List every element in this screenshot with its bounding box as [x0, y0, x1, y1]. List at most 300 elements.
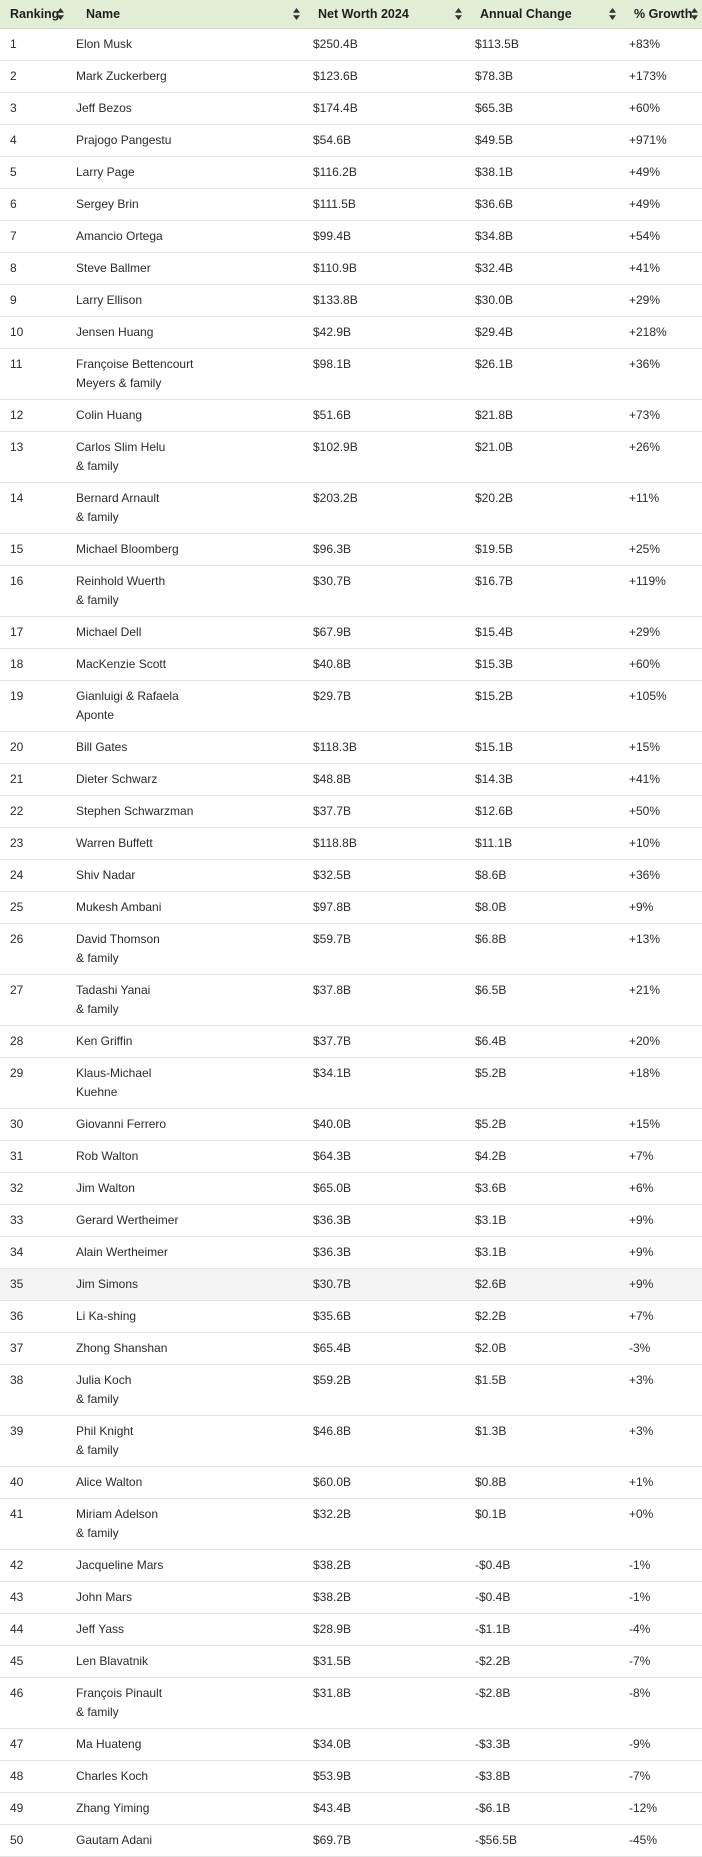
- name-cell: [76, 317, 308, 349]
- net-worth-cell: $118.8B: [308, 828, 470, 860]
- net-worth-cell: $35.6B: [308, 1301, 470, 1333]
- net-worth-cell: $48.8B: [308, 764, 470, 796]
- name-cell: [76, 93, 308, 125]
- rank-cell: 15: [0, 534, 76, 566]
- net-worth-cell: $116.2B: [308, 157, 470, 189]
- column-header-label: Annual Change: [480, 7, 572, 21]
- name-line: Françoise Bettencourt: [76, 357, 194, 371]
- net-worth-cell: $30.7B: [308, 1269, 470, 1301]
- table-row: [0, 400, 702, 432]
- net-worth-cell: $34.0B: [308, 1729, 470, 1761]
- column-header-name[interactable]: [76, 0, 308, 29]
- rank-cell: 37: [0, 1333, 76, 1365]
- table-row: [0, 189, 702, 221]
- name-line: Jacqueline Mars: [76, 1558, 164, 1572]
- name-cell: [76, 157, 308, 189]
- name-line-continued: Aponte: [76, 708, 115, 722]
- rank-cell: 19: [0, 681, 76, 732]
- name-cell: [76, 1467, 308, 1499]
- table-row: [0, 534, 702, 566]
- name-cell: [76, 1729, 308, 1761]
- growth-cell: +105%: [624, 681, 702, 732]
- name-cell: [76, 732, 308, 764]
- name-line-continued: & family: [76, 1002, 119, 1016]
- name-line: Shiv Nadar: [76, 868, 136, 882]
- growth-cell: +971%: [624, 125, 702, 157]
- growth-cell: +15%: [624, 732, 702, 764]
- net-worth-cell: $29.7B: [308, 681, 470, 732]
- net-worth-cell: $51.6B: [308, 400, 470, 432]
- annual-change-cell: $34.8B: [470, 221, 624, 253]
- rank-cell: 36: [0, 1301, 76, 1333]
- annual-change-cell: $32.4B: [470, 253, 624, 285]
- growth-cell: -7%: [624, 1761, 702, 1793]
- name-line: Mukesh Ambani: [76, 900, 162, 914]
- annual-change-cell: $15.4B: [470, 617, 624, 649]
- annual-change-cell: $12.6B: [470, 796, 624, 828]
- name-line: Zhong Shanshan: [76, 1341, 168, 1355]
- table-row: [0, 1729, 702, 1761]
- name-line: Amancio Ortega: [76, 229, 163, 243]
- annual-change-cell: -$56.5B: [470, 1825, 624, 1857]
- growth-cell: +60%: [624, 93, 702, 125]
- growth-cell: +7%: [624, 1301, 702, 1333]
- table-row: [0, 29, 702, 61]
- name-line: Michael Dell: [76, 625, 142, 639]
- net-worth-cell: $34.1B: [308, 1058, 470, 1109]
- growth-cell: +49%: [624, 189, 702, 221]
- growth-cell: +49%: [624, 157, 702, 189]
- net-worth-cell: $65.0B: [308, 1173, 470, 1205]
- name-line: Ken Griffin: [76, 1034, 133, 1048]
- annual-change-cell: $5.2B: [470, 1109, 624, 1141]
- table-row: [0, 924, 702, 975]
- rank-cell: 24: [0, 860, 76, 892]
- table-row: [0, 432, 702, 483]
- net-worth-cell: $64.3B: [308, 1141, 470, 1173]
- growth-cell: -7%: [624, 1646, 702, 1678]
- name-line: Jeff Bezos: [76, 101, 132, 115]
- table-row: [0, 61, 702, 93]
- name-line: Li Ka-shing: [76, 1309, 137, 1323]
- name-line: Julia Koch: [76, 1373, 132, 1387]
- growth-cell: -4%: [624, 1614, 702, 1646]
- annual-change-cell: $0.8B: [470, 1467, 624, 1499]
- name-cell: [76, 649, 308, 681]
- rank-cell: 49: [0, 1793, 76, 1825]
- rank-cell: 35: [0, 1269, 76, 1301]
- growth-cell: +29%: [624, 617, 702, 649]
- annual-change-cell: $16.7B: [470, 566, 624, 617]
- name-line-continued: & family: [76, 510, 119, 524]
- name-line: Gautam Adani: [76, 1833, 153, 1847]
- rank-cell: 21: [0, 764, 76, 796]
- table-row: [0, 796, 702, 828]
- name-cell: [76, 892, 308, 924]
- net-worth-cell: $67.9B: [308, 617, 470, 649]
- growth-cell: +21%: [624, 975, 702, 1026]
- name-line: Larry Page: [76, 165, 135, 179]
- name-cell: [76, 1614, 308, 1646]
- table-row: [0, 253, 702, 285]
- net-worth-cell: $123.6B: [308, 61, 470, 93]
- net-worth-cell: $65.4B: [308, 1333, 470, 1365]
- annual-change-cell: $15.2B: [470, 681, 624, 732]
- name-line: Prajogo Pangestu: [76, 133, 172, 147]
- name-cell: [76, 29, 308, 61]
- rank-cell: 4: [0, 125, 76, 157]
- annual-change-cell: $30.0B: [470, 285, 624, 317]
- table-row: [0, 828, 702, 860]
- rank-cell: 10: [0, 317, 76, 349]
- rank-cell: 34: [0, 1237, 76, 1269]
- name-cell: [76, 1761, 308, 1793]
- rank-cell: 5: [0, 157, 76, 189]
- growth-cell: +9%: [624, 1205, 702, 1237]
- name-cell: [76, 1550, 308, 1582]
- growth-cell: +173%: [624, 61, 702, 93]
- name-line: MacKenzie Scott: [76, 657, 167, 671]
- net-worth-cell: $36.3B: [308, 1237, 470, 1269]
- rank-cell: 17: [0, 617, 76, 649]
- name-cell: [76, 189, 308, 221]
- column-header-label: Ranking: [10, 7, 60, 21]
- growth-cell: +41%: [624, 253, 702, 285]
- growth-cell: +10%: [624, 828, 702, 860]
- annual-change-cell: $1.3B: [470, 1416, 624, 1467]
- name-cell: [76, 1269, 308, 1301]
- rank-cell: 3: [0, 93, 76, 125]
- rank-cell: 30: [0, 1109, 76, 1141]
- name-cell: [76, 1109, 308, 1141]
- net-worth-cell: $37.8B: [308, 975, 470, 1026]
- name-cell: [76, 1416, 308, 1467]
- column-header-ranking[interactable]: [0, 0, 76, 29]
- name-cell: [76, 796, 308, 828]
- name-line-continued: Kuehne: [76, 1085, 118, 1099]
- rank-cell: 39: [0, 1416, 76, 1467]
- table-row: [0, 1058, 702, 1109]
- table-row: [0, 483, 702, 534]
- column-header-growth[interactable]: [624, 0, 702, 29]
- name-line: Tadashi Yanai: [76, 983, 151, 997]
- growth-cell: +15%: [624, 1109, 702, 1141]
- annual-change-cell: $14.3B: [470, 764, 624, 796]
- name-line-continued: & family: [76, 593, 119, 607]
- table-row: [0, 221, 702, 253]
- net-worth-cell: $40.0B: [308, 1109, 470, 1141]
- net-worth-cell: $37.7B: [308, 796, 470, 828]
- table-row: [0, 860, 702, 892]
- name-line: Warren Buffett: [76, 836, 153, 850]
- name-line: Mark Zuckerberg: [76, 69, 167, 83]
- net-worth-cell: $98.1B: [308, 349, 470, 400]
- name-cell: [76, 1333, 308, 1365]
- table-row: [0, 649, 702, 681]
- rank-cell: 45: [0, 1646, 76, 1678]
- growth-cell: +41%: [624, 764, 702, 796]
- net-worth-cell: $53.9B: [308, 1761, 470, 1793]
- annual-change-cell: $65.3B: [470, 93, 624, 125]
- name-cell: [76, 125, 308, 157]
- rank-cell: 28: [0, 1026, 76, 1058]
- rank-cell: 16: [0, 566, 76, 617]
- name-cell: [76, 860, 308, 892]
- annual-change-cell: $2.0B: [470, 1333, 624, 1365]
- rank-cell: 8: [0, 253, 76, 285]
- growth-cell: +9%: [624, 1269, 702, 1301]
- name-cell: [76, 483, 308, 534]
- name-cell: [76, 1237, 308, 1269]
- growth-cell: -9%: [624, 1729, 702, 1761]
- name-line: Alain Wertheimer: [76, 1245, 168, 1259]
- annual-change-cell: $15.3B: [470, 649, 624, 681]
- name-cell: [76, 681, 308, 732]
- name-line: Gianluigi & Rafaela: [76, 689, 179, 703]
- net-worth-cell: $59.2B: [308, 1365, 470, 1416]
- sort-icon[interactable]: [455, 8, 462, 20]
- net-worth-cell: $28.9B: [308, 1614, 470, 1646]
- table-row: [0, 1825, 702, 1857]
- table-row: [0, 349, 702, 400]
- growth-cell: +73%: [624, 400, 702, 432]
- annual-change-cell: -$0.4B: [470, 1550, 624, 1582]
- rank-cell: 6: [0, 189, 76, 221]
- annual-change-cell: -$2.2B: [470, 1646, 624, 1678]
- table-row: [0, 1416, 702, 1467]
- growth-cell: -45%: [624, 1825, 702, 1857]
- table-row: [0, 566, 702, 617]
- annual-change-cell: $2.2B: [470, 1301, 624, 1333]
- table-row: [0, 1109, 702, 1141]
- net-worth-cell: $69.7B: [308, 1825, 470, 1857]
- net-worth-cell: $31.5B: [308, 1646, 470, 1678]
- name-cell: [76, 1646, 308, 1678]
- name-line-continued: & family: [76, 951, 119, 965]
- name-line: Jensen Huang: [76, 325, 154, 339]
- column-header-label: Net Worth 2024: [318, 7, 409, 21]
- growth-cell: +3%: [624, 1416, 702, 1467]
- table-row: [0, 1550, 702, 1582]
- growth-cell: +0%: [624, 1499, 702, 1550]
- rank-cell: 14: [0, 483, 76, 534]
- name-line: Charles Koch: [76, 1769, 149, 1783]
- name-line: Jeff Yass: [76, 1622, 125, 1636]
- table-row: [0, 1237, 702, 1269]
- rank-cell: 9: [0, 285, 76, 317]
- table-row: [0, 125, 702, 157]
- rank-cell: 32: [0, 1173, 76, 1205]
- name-line: Colin Huang: [76, 408, 143, 422]
- name-line-continued: & family: [76, 1526, 119, 1540]
- growth-cell: -1%: [624, 1550, 702, 1582]
- growth-cell: +60%: [624, 649, 702, 681]
- net-worth-cell: $54.6B: [308, 125, 470, 157]
- rank-cell: 13: [0, 432, 76, 483]
- name-cell: [76, 1499, 308, 1550]
- sort-icon[interactable]: [609, 8, 616, 20]
- net-worth-cell: $32.5B: [308, 860, 470, 892]
- name-cell: [76, 349, 308, 400]
- column-header-annual-change[interactable]: [470, 0, 624, 29]
- growth-cell: +26%: [624, 432, 702, 483]
- table-row: [0, 1499, 702, 1550]
- growth-cell: +7%: [624, 1141, 702, 1173]
- sort-icon[interactable]: [691, 8, 698, 20]
- rank-cell: 23: [0, 828, 76, 860]
- rank-cell: 43: [0, 1582, 76, 1614]
- name-cell: [76, 1678, 308, 1729]
- net-worth-cell: $250.4B: [308, 29, 470, 61]
- name-line: Bernard Arnault: [76, 491, 160, 505]
- name-line-continued: & family: [76, 1443, 119, 1457]
- net-worth-cell: $46.8B: [308, 1416, 470, 1467]
- rank-cell: 1: [0, 29, 76, 61]
- rank-cell: 12: [0, 400, 76, 432]
- sort-icon[interactable]: [57, 8, 64, 20]
- annual-change-cell: $78.3B: [470, 61, 624, 93]
- name-line: Alice Walton: [76, 1475, 143, 1489]
- growth-cell: +218%: [624, 317, 702, 349]
- net-worth-cell: $99.4B: [308, 221, 470, 253]
- table-row: [0, 1678, 702, 1729]
- table-row: [0, 1646, 702, 1678]
- annual-change-cell: $21.8B: [470, 400, 624, 432]
- annual-change-cell: $5.2B: [470, 1058, 624, 1109]
- rank-cell: 33: [0, 1205, 76, 1237]
- name-line: Bill Gates: [76, 740, 128, 754]
- annual-change-cell: $19.5B: [470, 534, 624, 566]
- net-worth-cell: $203.2B: [308, 483, 470, 534]
- table-row: [0, 1793, 702, 1825]
- table-row: [0, 617, 702, 649]
- growth-cell: +13%: [624, 924, 702, 975]
- table-row: [0, 1333, 702, 1365]
- growth-cell: +83%: [624, 29, 702, 61]
- name-cell: [76, 828, 308, 860]
- growth-cell: +36%: [624, 860, 702, 892]
- annual-change-cell: $8.6B: [470, 860, 624, 892]
- rank-cell: 42: [0, 1550, 76, 1582]
- annual-change-cell: -$3.3B: [470, 1729, 624, 1761]
- annual-change-cell: -$0.4B: [470, 1582, 624, 1614]
- annual-change-cell: $8.0B: [470, 892, 624, 924]
- name-cell: [76, 1205, 308, 1237]
- name-line: Rob Walton: [76, 1149, 139, 1163]
- name-line: Jim Walton: [76, 1181, 135, 1195]
- name-cell: [76, 400, 308, 432]
- name-line: Phil Knight: [76, 1424, 134, 1438]
- growth-cell: +29%: [624, 285, 702, 317]
- growth-cell: +11%: [624, 483, 702, 534]
- name-cell: [76, 1026, 308, 1058]
- rank-cell: 38: [0, 1365, 76, 1416]
- rank-cell: 40: [0, 1467, 76, 1499]
- table-row: [0, 1141, 702, 1173]
- annual-change-cell: $11.1B: [470, 828, 624, 860]
- growth-cell: +119%: [624, 566, 702, 617]
- header-row: [0, 0, 702, 29]
- table-row: [0, 1301, 702, 1333]
- table-row: [0, 1026, 702, 1058]
- annual-change-cell: $21.0B: [470, 432, 624, 483]
- table-row: [0, 975, 702, 1026]
- table-row: [0, 1467, 702, 1499]
- name-line: Miriam Adelson: [76, 1507, 159, 1521]
- annual-change-cell: -$6.1B: [470, 1793, 624, 1825]
- rank-cell: 29: [0, 1058, 76, 1109]
- rank-cell: 47: [0, 1729, 76, 1761]
- rank-cell: 48: [0, 1761, 76, 1793]
- annual-change-cell: $3.6B: [470, 1173, 624, 1205]
- rank-cell: 44: [0, 1614, 76, 1646]
- net-worth-cell: $133.8B: [308, 285, 470, 317]
- net-worth-cell: $60.0B: [308, 1467, 470, 1499]
- name-line-continued: & family: [76, 1392, 119, 1406]
- name-line: John Mars: [76, 1590, 133, 1604]
- table-row: [0, 1582, 702, 1614]
- name-cell: [76, 1793, 308, 1825]
- annual-change-cell: $113.5B: [470, 29, 624, 61]
- annual-change-cell: -$1.1B: [470, 1614, 624, 1646]
- rank-cell: 25: [0, 892, 76, 924]
- name-cell: [76, 975, 308, 1026]
- annual-change-cell: $26.1B: [470, 349, 624, 400]
- name-line: Klaus-Michael: [76, 1066, 152, 1080]
- column-header-label: Name: [86, 7, 121, 21]
- name-line: Larry Ellison: [76, 293, 143, 307]
- net-worth-cell: $38.2B: [308, 1582, 470, 1614]
- table-row: [0, 892, 702, 924]
- name-cell: [76, 61, 308, 93]
- net-worth-cell: $40.8B: [308, 649, 470, 681]
- annual-change-cell: $38.1B: [470, 157, 624, 189]
- growth-cell: +25%: [624, 534, 702, 566]
- growth-cell: +54%: [624, 221, 702, 253]
- name-line: Ma Huateng: [76, 1737, 142, 1751]
- rank-cell: 11: [0, 349, 76, 400]
- name-line: Giovanni Ferrero: [76, 1117, 167, 1131]
- annual-change-cell: $1.5B: [470, 1365, 624, 1416]
- name-line: François Pinault: [76, 1686, 163, 1700]
- column-header-net-worth[interactable]: [308, 0, 470, 29]
- name-cell: [76, 221, 308, 253]
- net-worth-cell: $111.5B: [308, 189, 470, 221]
- growth-cell: -8%: [624, 1678, 702, 1729]
- table-row: [0, 764, 702, 796]
- net-worth-cell: $96.3B: [308, 534, 470, 566]
- net-worth-cell: $97.8B: [308, 892, 470, 924]
- column-header-label: % Growth: [634, 7, 693, 21]
- sort-icon[interactable]: [293, 8, 300, 20]
- name-cell: [76, 253, 308, 285]
- growth-cell: +50%: [624, 796, 702, 828]
- name-line: Elon Musk: [76, 37, 133, 51]
- name-line: Len Blavatnik: [76, 1654, 149, 1668]
- annual-change-cell: -$3.8B: [470, 1761, 624, 1793]
- rank-cell: 26: [0, 924, 76, 975]
- net-worth-cell: $42.9B: [308, 317, 470, 349]
- annual-change-cell: $15.1B: [470, 732, 624, 764]
- rank-cell: 41: [0, 1499, 76, 1550]
- rank-cell: 31: [0, 1141, 76, 1173]
- table-row: [0, 681, 702, 732]
- name-cell: [76, 924, 308, 975]
- name-line: Stephen Schwarzman: [76, 804, 194, 818]
- name-line-continued: & family: [76, 459, 119, 473]
- name-line: Zhang Yiming: [76, 1801, 150, 1815]
- name-cell: [76, 534, 308, 566]
